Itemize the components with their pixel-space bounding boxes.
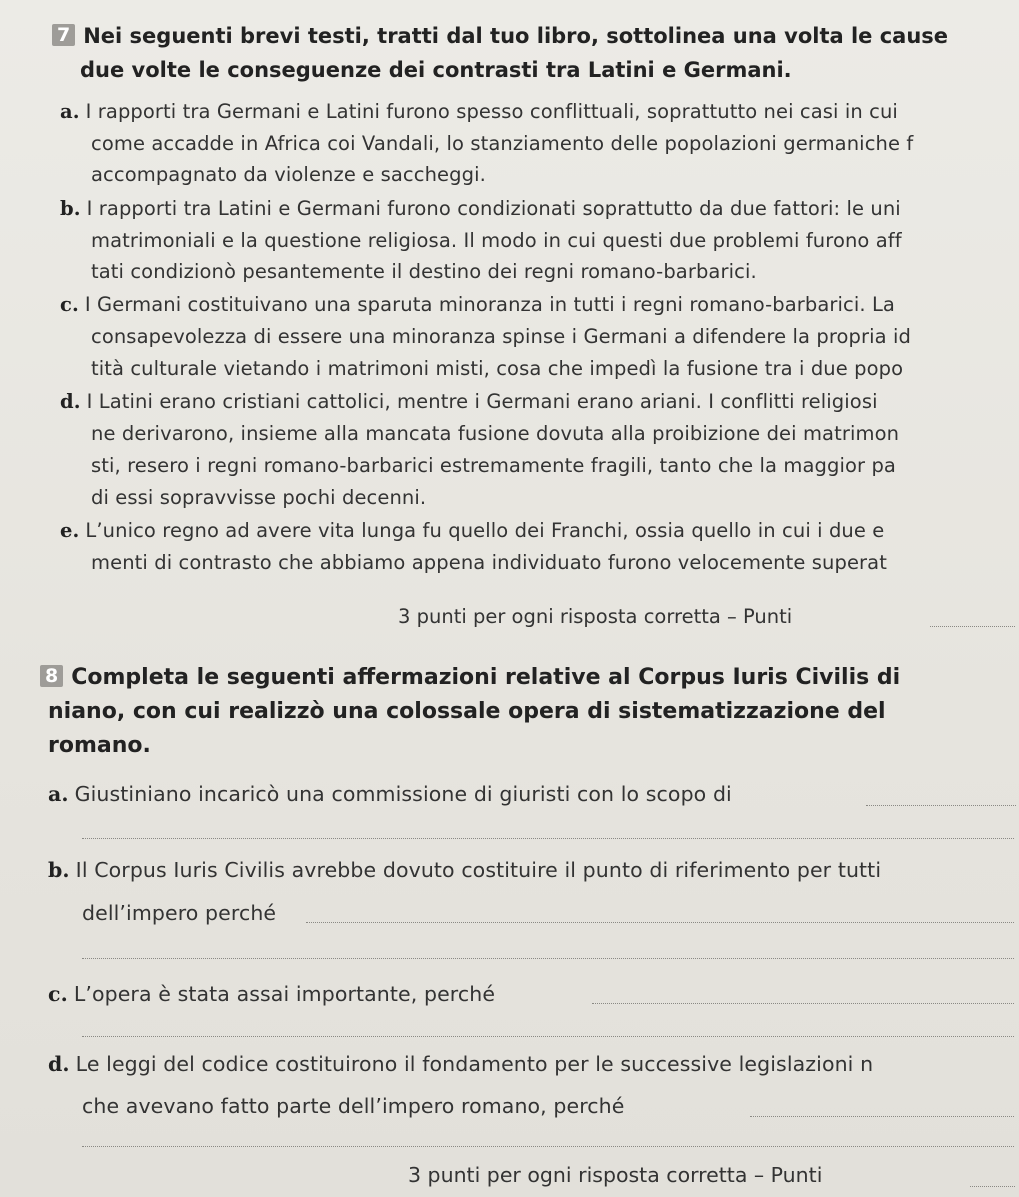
- exercise-8-item-b-cont: dell’impero perché: [82, 901, 277, 925]
- exercise-7-item-d: d. I Latini erano cristiani cattolici, mentre i Germani erano ariani. I conflitti religiosi: [60, 390, 878, 413]
- exercise-7-score-blank[interactable]: [930, 626, 1015, 627]
- exercise-8b-answer-blank[interactable]: [306, 922, 1014, 923]
- exercise-8-title-line3: romano.: [48, 733, 151, 758]
- exercise-8-item-c: c. L’opera è stata assai importante, perché: [48, 982, 496, 1006]
- exercise-8-item-d: d. Le leggi del codice costituirono il fondamento per le successive legislazioni n: [48, 1052, 874, 1076]
- exercise-8c-answer-blank[interactable]: [592, 1003, 1014, 1004]
- exercise-8d-answer-line2[interactable]: [82, 1146, 1014, 1147]
- exercise-8c-answer-line2[interactable]: [82, 1036, 1014, 1037]
- exercise-7-item-c-line3: tità culturale vietando i matrimoni misti, cosa che impedì la fusione tra i due popo: [91, 357, 904, 380]
- exercise-8d-answer-blank[interactable]: [750, 1116, 1014, 1117]
- exercise-8-title: 8 Completa le seguenti affermazioni relative al Corpus Iuris Civilis di: [40, 665, 900, 690]
- exercise-8-score-blank[interactable]: [970, 1186, 1015, 1187]
- exercise-7-number: 7: [52, 24, 75, 46]
- exercise-8a-answer-line2[interactable]: [82, 838, 1014, 839]
- exercise-7-item-a-line3: accompagnato da violenze e saccheggi.: [91, 163, 486, 186]
- exercise-7-title: 7 Nei seguenti brevi testi, tratti dal tuo libro, sottolinea una volta le cause: [52, 24, 948, 48]
- exercise-7-item-d-line4: di essi sopravvisse pochi decenni.: [91, 486, 427, 509]
- exercise-7-item-d-line3: sti, resero i regni romano-barbarici estremamente fragili, tanto che la maggior pa: [91, 454, 896, 477]
- exercise-8a-answer-blank[interactable]: [866, 805, 1016, 806]
- exercise-8-item-d-cont: che avevano fatto parte dell’impero romano, perché: [82, 1094, 625, 1118]
- exercise-7-score: 3 punti per ogni risposta corretta – Punti: [398, 605, 793, 628]
- exercise-8b-answer-line2[interactable]: [82, 958, 1014, 959]
- exercise-7-item-b-line3: tati condizionò pesantemente il destino dei regni romano-barbarici.: [91, 260, 757, 283]
- exercise-7-item-b: b. I rapporti tra Latini e Germani furono condizionati soprattutto da due fattori: le uni: [60, 197, 901, 220]
- exercise-7-item-e-line2: menti di contrasto che abbiamo appena individuato furono velocemente superat: [91, 551, 887, 574]
- exercise-8-score: 3 punti per ogni risposta corretta – Punti: [408, 1163, 823, 1187]
- exercise-7-item-e: e. L’unico regno ad avere vita lunga fu quello dei Franchi, ossia quello in cui i due e: [60, 519, 885, 542]
- exercise-8-item-a: a. Giustiniano incaricò una commissione di giuristi con lo scopo di: [48, 782, 732, 806]
- exercise-7-item-a-line2: come accadde in Africa coi Vandali, lo stanziamento delle popolazioni germaniche f: [91, 132, 914, 155]
- exercise-7-title-line2: due volte le conseguenze dei contrasti tra Latini e Germani.: [80, 58, 792, 82]
- exercise-7-item-c: c. I Germani costituivano una sparuta minoranza in tutti i regni romano-barbarici. La: [60, 293, 895, 316]
- exercise-7-item-c-line2: consapevolezza di essere una minoranza spinse i Germani a difendere la propria id: [91, 325, 911, 348]
- exercise-7-item-a: a. I rapporti tra Germani e Latini furono spesso conflittuali, soprattutto nei casi in cui: [60, 100, 898, 123]
- exercise-8-title-line2: niano, con cui realizzò una colossale opera di sistematizzazione del: [48, 699, 886, 724]
- exercise-8-item-b: b. Il Corpus Iuris Civilis avrebbe dovuto costituire il punto di riferimento per tutti: [48, 858, 882, 882]
- exercise-8-number: 8: [40, 665, 63, 687]
- exercise-7-item-b-line2: matrimoniali e la questione religiosa. Il modo in cui questi due problemi furono aff: [91, 229, 902, 252]
- exercise-7-item-d-line2: ne derivarono, insieme alla mancata fusione dovuta alla proibizione dei matrimon: [91, 422, 900, 445]
